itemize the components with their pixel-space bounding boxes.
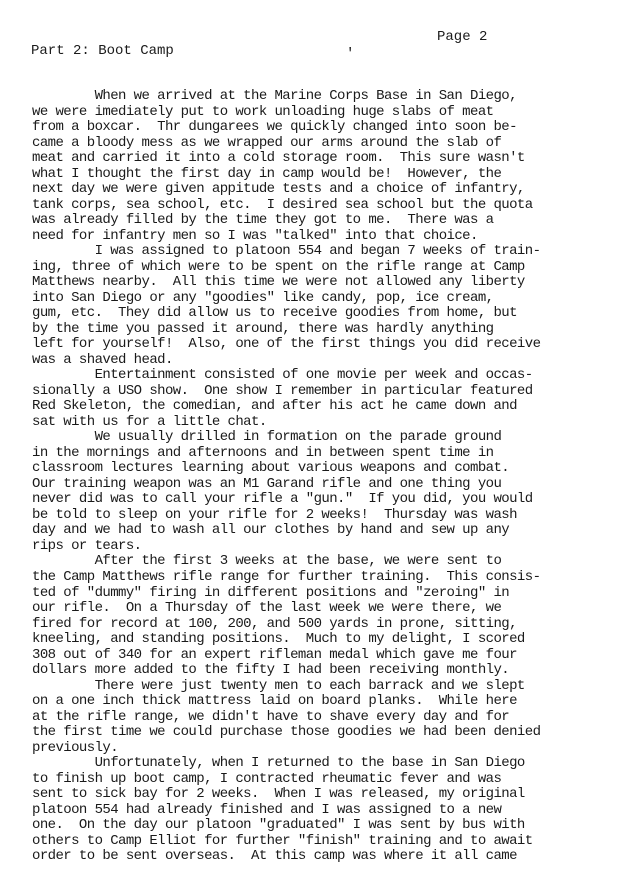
text-line: tank corps, sea school, etc. I desired sea school but the quota: [32, 196, 533, 213]
text-line: kneeling, and standing positions. Much to my delight, I scored: [32, 631, 525, 648]
text-line: day and we had to wash all our clothes by hand and sew up any: [32, 522, 510, 539]
text-line: When we arrived at the Marine Corps Base in San Diego,: [32, 88, 517, 104]
text-line: others to Camp Elliot for further "finish" training and to await: [32, 832, 533, 849]
text-line: to finish up boot camp, I contracted rheumatic fever and was: [32, 770, 502, 787]
text-line: rips or tears.: [32, 537, 142, 554]
text-line: the Camp Matthews rifle range for further training. This consis-: [32, 568, 541, 585]
text-line: Red Skeleton, the comedian, and after his act he came down and: [32, 398, 517, 415]
text-line: be told to sleep on your rifle for 2 weeks! Thursday was wash: [32, 506, 517, 523]
text-line: After the first 3 weeks at the base, we were sent to: [32, 553, 502, 570]
text-line: Our training weapon was an M1 Garand rifle and one thing you: [32, 475, 502, 492]
text-line: Matthews nearby. All this time we were not allowed any liberty: [32, 274, 525, 291]
text-line: fired for record at 100, 200, and 500 yards in prone, sitting,: [32, 615, 517, 632]
text-line: dollars more added to the fifty I had been receiving monthly.: [32, 662, 510, 679]
text-line: from a boxcar. Thr dungarees we quickly changed into soon be-: [32, 119, 517, 136]
text-line: 308 out of 340 for an expert rifleman medal which gave me four: [32, 646, 517, 663]
text-line: at the rifle range, we didn't have to shave every day and for: [32, 708, 510, 725]
text-line: need for infantry men so I was "talked" into that choice.: [32, 227, 478, 244]
text-line: the first time we could purchase those goodies we had been denied: [32, 724, 541, 741]
stray-mark: ': [346, 46, 355, 62]
text-line: ing, three of which were to be spent on the rifle range at Camp: [32, 258, 525, 275]
text-line: We usually drilled in formation on the parade ground: [32, 429, 502, 446]
text-line: what I thought the first day in camp would be! However, the: [32, 165, 502, 182]
text-line: one. On the day our platoon "graduated" I was sent by bus with: [32, 817, 525, 834]
text-line: Entertainment consisted of one movie per week and occas-: [32, 367, 533, 384]
text-line: classroom lectures learning about various weapons and combat.: [32, 460, 510, 477]
text-line: ted of "dummy" firing in different positions and "zeroing" in: [32, 584, 510, 601]
text-line: platoon 554 had already finished and I was assigned to a new: [32, 801, 502, 818]
text-line: order to be sent overseas. At this camp was where it all came: [32, 848, 517, 865]
text-line: never did was to call your rifle a "gun." If you did, you would: [32, 491, 533, 508]
text-line: came a bloody mess as we wrapped our arms around the slab of: [32, 134, 502, 151]
text-line: was already filled by the time they got to me. There was a: [32, 212, 494, 229]
text-line: next day we were given appitude tests and a choice of infantry,: [32, 181, 525, 198]
text-line: sent to sick bay for 2 weeks. When I was released, my original: [32, 786, 525, 803]
text-line: Unfortunately, when I returned to the base in San Diego: [32, 755, 525, 772]
page-number: Page 2: [437, 29, 488, 45]
text-line: on a one inch thick mattress laid on board planks. While here: [32, 693, 517, 710]
text-line: we were imediately put to work unloading huge slabs of meat: [32, 103, 494, 120]
text-line: sionally a USO show. One show I remember in particular featured: [32, 382, 533, 399]
document-body: [32, 89, 622, 865]
text-line: left for yourself! Also, one of the first things you did receive: [32, 336, 541, 353]
text-line: gum, etc. They did allow us to receive goodies from home, but: [32, 305, 517, 322]
text-line: by the time you passed it around, there was hardly anything: [32, 320, 494, 337]
text-line: previously.: [32, 739, 119, 756]
text-line: in the mornings and afternoons and in between spent time in: [32, 444, 494, 461]
text-line: was a shaved head.: [32, 351, 173, 368]
text-line: meat and carried it into a cold storage room. This sure wasn't: [32, 150, 525, 167]
text-line: into San Diego or any "goodies" like candy, pop, ice cream,: [32, 289, 494, 306]
text-line: sat with us for a little chat.: [32, 413, 267, 430]
text-line: There were just twenty men to each barrack and we slept: [32, 677, 525, 694]
section-heading: Part 2: Boot Camp: [31, 43, 174, 59]
text-line: our rifle. On a Thursday of the last week we were there, we: [32, 600, 502, 617]
text-line: I was assigned to platoon 554 and began 7 weeks of train-: [32, 243, 541, 260]
